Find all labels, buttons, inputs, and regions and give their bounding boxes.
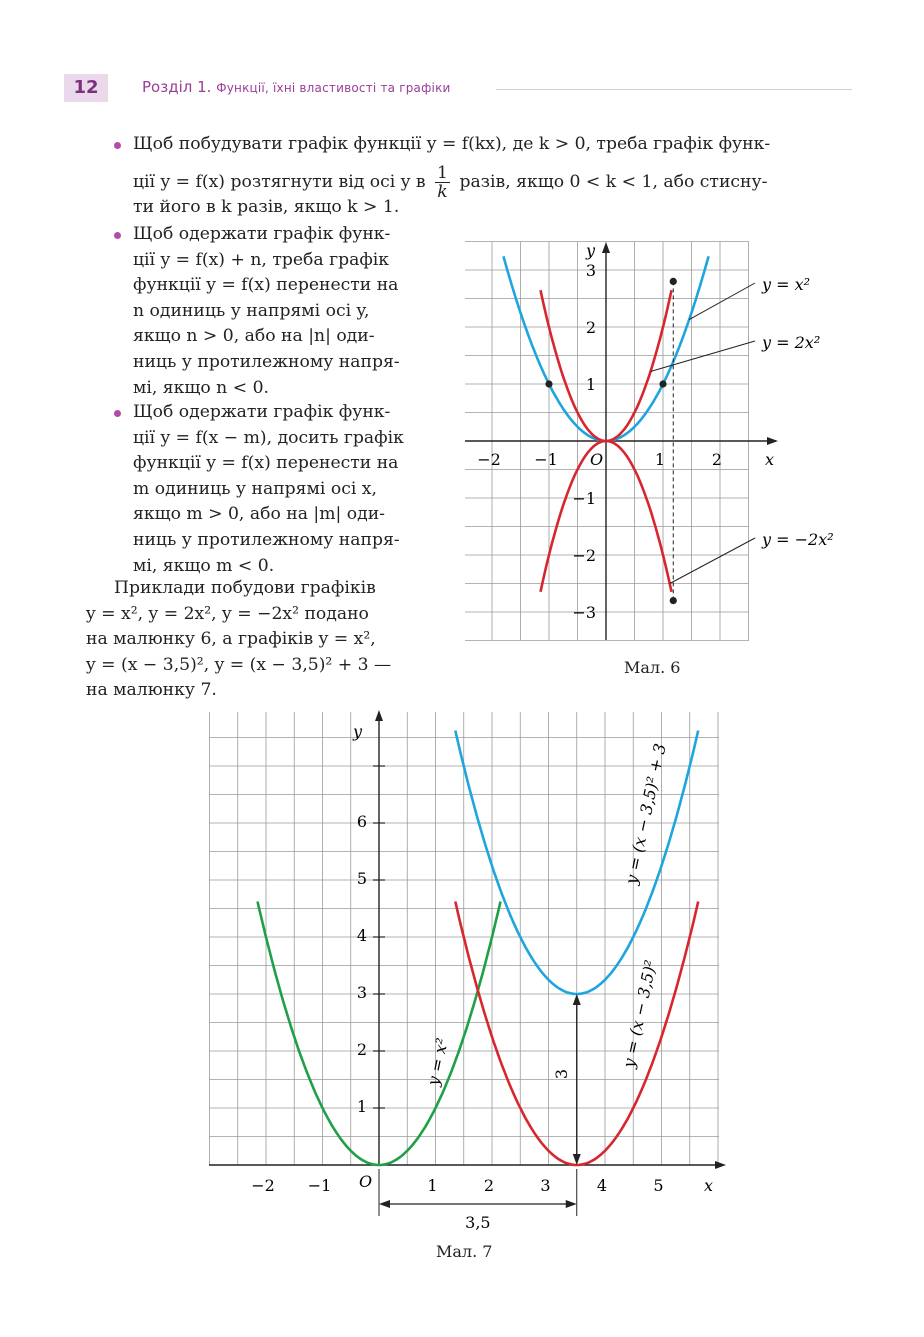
x-tick-label: 1 xyxy=(654,450,666,469)
origin-label: O xyxy=(590,450,604,469)
bullet-3-line: ниць у протилежному напря- xyxy=(133,529,400,550)
legend-label: y = −2x² xyxy=(762,530,834,549)
y-tick-label: 1 xyxy=(585,375,596,394)
page-number: 12 xyxy=(64,74,108,102)
y-axis-label: y xyxy=(353,722,363,741)
bullet-1-line-2b: разів, якщо 0 < k < 1, або стисну- xyxy=(459,171,768,192)
bullet-2-line: якщо n > 0, або на |n| оди- xyxy=(133,326,375,347)
y-tick-label: 3 xyxy=(585,261,596,280)
legend-label: y = x² xyxy=(762,275,811,294)
x-tick-label: −2 xyxy=(477,450,501,469)
y-tick-label: 4 xyxy=(356,926,367,945)
bullet-2-line: ниць у протилежному напря- xyxy=(133,351,400,372)
vertical-shift-arrow-head xyxy=(573,1154,581,1165)
curve-label-blue: y = (x − 3,5)² + 3 xyxy=(621,741,670,886)
legend-label: y = 2x² xyxy=(762,333,821,352)
bullet-3-line: Щоб одержати графік функ- xyxy=(133,402,391,422)
origin-label: O xyxy=(359,1172,373,1191)
x-tick-label: 2 xyxy=(711,450,723,469)
chapter-label: Розділ 1. xyxy=(142,78,212,96)
fraction-denominator: k xyxy=(437,181,448,202)
y-tick-label: 2 xyxy=(585,318,596,337)
x-tick-label: 2 xyxy=(483,1176,495,1195)
y-tick-label: −3 xyxy=(572,603,596,622)
figure-7-caption: Мал. 7 xyxy=(436,1242,493,1261)
bullet-2-line: Щоб одержати графік функ- xyxy=(133,224,391,244)
paragraph-line: Приклади побудови графіків xyxy=(114,578,376,598)
bullet-1-line-3: ти його в k разів, якщо k > 1. xyxy=(133,196,400,217)
figure-6-caption: Мал. 6 xyxy=(624,658,681,677)
x-tick-label: 4 xyxy=(596,1176,608,1195)
y-tick-label: 1 xyxy=(356,1097,367,1116)
x-tick-label: −1 xyxy=(534,450,558,469)
x-axis-arrow xyxy=(715,1161,726,1169)
chapter-title: Функції, їхні властивості та графіки xyxy=(216,81,451,95)
curve-label-green: y = x² xyxy=(423,1036,452,1088)
paragraph-line: y = x², y = 2x², y = −2x² подано xyxy=(86,603,369,624)
bullet-3-line: якщо m > 0, або на |m| оди- xyxy=(133,504,385,525)
x-tick-label: 1 xyxy=(427,1176,438,1195)
bullet-1-line-1: Щоб побудувати графік функції y = f(kx), де k > 0, треба графік функ- xyxy=(133,134,771,154)
bullet-1-line-2a: ції y = f(x) розтягнути від осі y в xyxy=(133,171,426,192)
x-axis-label: x xyxy=(765,450,775,469)
bullet-2-line: n одиниць у напрямі осі y, xyxy=(133,300,370,321)
paragraph-line: y = (x − 3,5)², y = (x − 3,5)² + 3 — xyxy=(86,654,392,675)
bullet-3-line: функції y = f(x) перенести на xyxy=(133,453,399,474)
bullet-2-line: ції y = f(x) + n, треба графік xyxy=(133,249,390,270)
x-tick-label: −1 xyxy=(307,1176,332,1195)
y-axis-arrow xyxy=(375,710,383,721)
bullet-3-line: ції y = f(x − m), досить графік xyxy=(133,427,404,448)
x-axis-label: x xyxy=(704,1176,714,1195)
paragraph-line: на малюнку 6, а графіків y = x², xyxy=(86,629,376,650)
y-tick-label: −1 xyxy=(572,489,596,508)
horizontal-shift-arrow-head xyxy=(566,1200,577,1208)
horizontal-shift-label: 3,5 xyxy=(465,1213,491,1232)
bullet-2-line: мі, якщо n < 0. xyxy=(133,377,269,398)
x-tick-label: 3 xyxy=(540,1176,551,1195)
y-tick-label: 5 xyxy=(356,869,367,888)
horizontal-shift-arrow-head xyxy=(379,1200,390,1208)
x-tick-label: −2 xyxy=(251,1176,275,1195)
vertical-shift-label: 3 xyxy=(552,1068,571,1080)
y-tick-label: 6 xyxy=(356,812,367,831)
bullet-3-line: m одиниць у напрямі осі x, xyxy=(133,478,377,499)
y-tick-label: 2 xyxy=(356,1040,367,1059)
y-axis-label: y xyxy=(586,241,596,260)
y-tick-label: −2 xyxy=(572,546,596,565)
fraction-numerator: 1 xyxy=(437,162,448,183)
x-tick-label: 5 xyxy=(653,1176,664,1195)
y-tick-label: 3 xyxy=(356,983,367,1002)
paragraph-line: на малюнку 7. xyxy=(86,680,217,701)
curve-label-red: y = (x − 3,5)² xyxy=(618,958,661,1070)
vertical-shift-arrow-head xyxy=(573,994,581,1005)
bullet-2-line: функції y = f(x) перенести на xyxy=(133,275,399,296)
bullet-3-line: мі, якщо m < 0. xyxy=(133,555,275,576)
